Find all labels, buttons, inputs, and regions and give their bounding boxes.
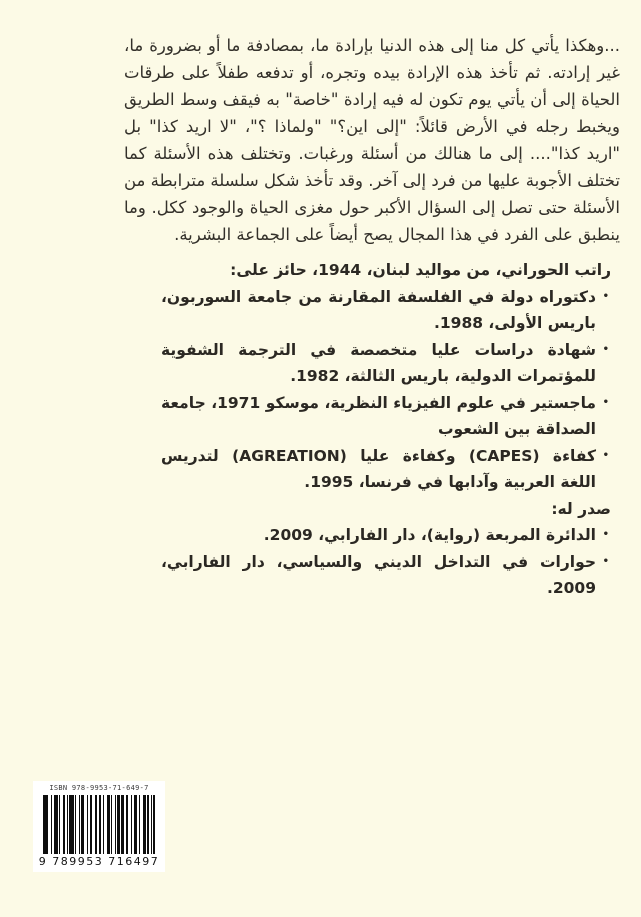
bullet-icon: • (602, 529, 609, 540)
published-text: حوارات في التداخل الديني والسياسي، دار الفارابي، 2009. (161, 552, 596, 597)
credential-item (161, 390, 611, 443)
bullet-icon: • (602, 343, 609, 355)
credential-text: كفاءة (CAPES) وكفاءة عليا (AGREATION) لتدريس اللغة العربية وآدابها في فرنسا، 1995. (161, 446, 596, 491)
credential-item (161, 443, 611, 496)
bullet-icon: • (602, 449, 609, 461)
credential-text: شهادة دراسات عليا متخصصة في الترجمة الشفوية للمؤتمرات الدولية، باريس الثالثة، 1982. (161, 340, 596, 385)
published-list (161, 522, 611, 602)
published-heading: صدر له: (551, 499, 611, 518)
published-text: الدائرة المربعة (رواية)، دار الفارابي، 2009. (263, 526, 596, 544)
author-bio (161, 257, 611, 602)
isbn-label: ISBN 978-9953-71-649-7 (49, 784, 149, 792)
isbn-barcode (33, 781, 165, 872)
credential-text: ماجستير في علوم الفيزياء النظرية، موسكو 1971، جامعة الصداقة بين الشعوب (161, 393, 596, 438)
bullet-icon: • (602, 396, 609, 408)
barcode-bars (43, 795, 155, 854)
ean-digits: 9 789953 716497 (38, 855, 160, 868)
author-bio-intro: راتب الحوراني، من مواليد لبنان، 1944، حائز على: (230, 261, 611, 279)
credential-text: دكتوراه دولة في الفلسفة المقارنة من جامعة السوربون، باريس الأولى، 1988. (161, 287, 596, 332)
published-item (161, 549, 611, 602)
credential-item (161, 337, 611, 390)
bullet-icon: • (602, 555, 609, 567)
blurb-paragraph: ...وهكذا يأتي كل منا إلى هذه الدنيا بإرادة ما، بمصادفة ما أو بضرورة ما، غير إرادته. ثم تأخذ هذه الإرادة بيده وتجره، أو تدفعه طفلاً على طرقات الحياة إلى أن يأتي يوم تكون له فيه إرادة "خاصة" به فيقف وسط الطريق ويخبط رجله في الأرض قائلاً: "إلى اين؟" "ولماذا ؟"، "لا اريد كذا" بل "اريد كذا".... إلى ما هنالك من أسئلة ورغبات. وتختلف هذه الأسئلة كما تختلف الأجوبة عليها من فرد إلى آخر. وقد تأخذ شكل سلسلة مترابطة من الأسئلة حتى تصل إلى السؤال الأكبر حول مغزى الحياة والوجود ككل. وما ينطبق على الفرد في هذا المجال يصح أيضاً على الجماعة البشرية. (124, 36, 620, 244)
credential-list (161, 284, 611, 496)
bullet-icon: • (602, 290, 609, 302)
credential-item (161, 284, 611, 337)
published-item (161, 522, 611, 549)
